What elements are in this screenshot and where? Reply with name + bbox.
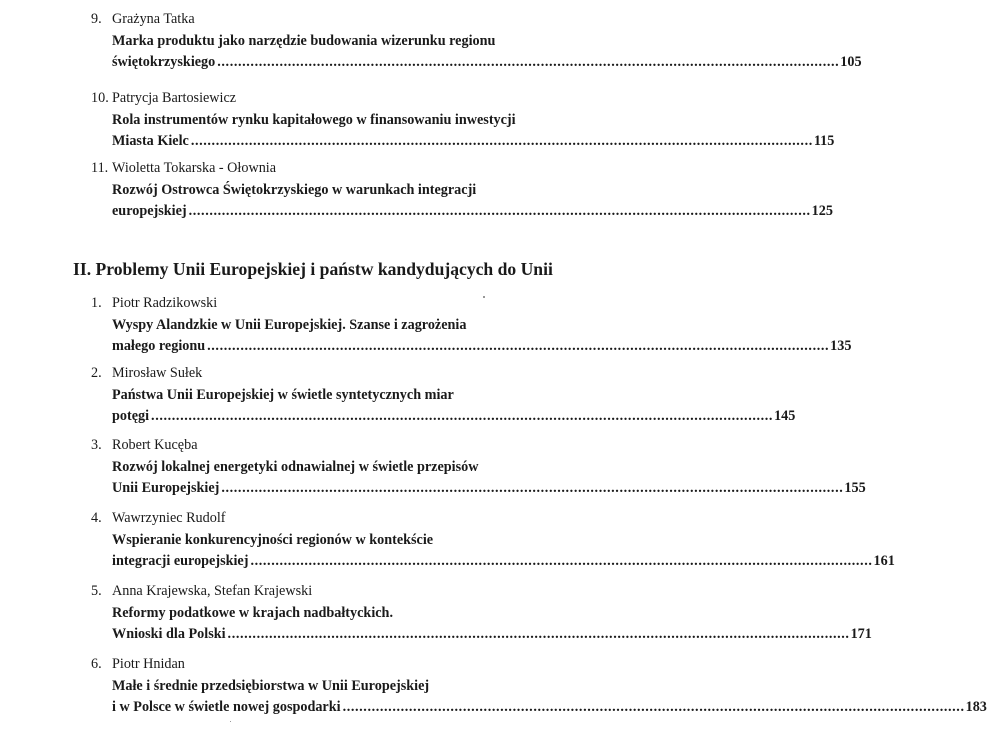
dot-leader: ...................................................................................................................................................... bbox=[190, 133, 813, 149]
entry-page-number: 171 bbox=[850, 626, 872, 642]
toc-entry bbox=[91, 88, 835, 153]
entry-title-continued: i w Polsce w świetle nowej gospodarki bbox=[112, 699, 341, 715]
entry-page-number: 155 bbox=[844, 480, 866, 496]
entry-number: 10. bbox=[91, 90, 109, 106]
entry-author: Piotr Radzikowski bbox=[112, 295, 218, 311]
section-heading: II. Problemy Unii Europejskiej i państw kandydujących do Unii bbox=[73, 259, 553, 279]
entry-page-number: 105 bbox=[840, 54, 862, 70]
scan-speck bbox=[230, 721, 231, 722]
entry-title: Wyspy Alandzkie w Unii Europejskiej. Szanse i zagrożenia bbox=[112, 316, 467, 333]
entry-title-last-line bbox=[91, 52, 862, 74]
entry-author: Wawrzyniec Rudolf bbox=[112, 510, 226, 526]
entry-title-continued: małego regionu bbox=[112, 338, 206, 354]
entry-title-last-line bbox=[91, 201, 833, 223]
entry-title-continued: świętokrzyskiego bbox=[112, 54, 216, 70]
entry-author-line bbox=[91, 581, 553, 603]
dot-leader: ...................................................................................................................................................... bbox=[207, 338, 830, 354]
entry-title-continued: potęgi bbox=[112, 408, 150, 424]
scan-speck bbox=[483, 296, 485, 298]
entry-author: Anna Krajewska, Stefan Krajewski bbox=[112, 583, 313, 599]
entry-title-continued: europejskiej bbox=[112, 203, 187, 219]
entry-title: Rozwój Ostrowca Świętokrzyskiego w warunkach integracji bbox=[112, 181, 477, 198]
entry-author-line bbox=[91, 363, 553, 385]
entry-title: Wspieranie konkurencyjności regionów w kontekście bbox=[112, 531, 434, 548]
entry-title-continued: Unii Europejskiej bbox=[112, 480, 220, 496]
entry-number: 2. bbox=[91, 365, 102, 381]
entry-page-number: 145 bbox=[774, 408, 796, 424]
toc-entry bbox=[91, 654, 987, 719]
entry-author: Mirosław Sułek bbox=[112, 365, 203, 381]
entry-title: Marka produktu jako narzędzie budowania wizerunku regionu bbox=[112, 32, 496, 49]
dot-leader: ...................................................................................................................................................... bbox=[342, 699, 965, 715]
entry-page-number: 135 bbox=[830, 338, 852, 354]
entry-number: 6. bbox=[91, 656, 102, 672]
entry-title: Rozwój lokalnej energetyki odnawialnej w świetle przepisów bbox=[112, 458, 479, 475]
entry-page-number: 115 bbox=[813, 133, 835, 149]
entry-page-number: 161 bbox=[873, 553, 895, 569]
entry-author-line bbox=[91, 654, 553, 676]
entry-title-continued: Wnioski dla Polski bbox=[112, 626, 226, 642]
entry-title-continued: integracji europejskiej bbox=[112, 553, 249, 569]
entry-number: 4. bbox=[91, 510, 102, 526]
entry-title-last-line bbox=[91, 624, 872, 646]
entry-number: 3. bbox=[91, 437, 102, 453]
entry-number: 9. bbox=[91, 11, 102, 27]
entry-author-line bbox=[91, 158, 553, 180]
entry-page-number: 125 bbox=[811, 203, 833, 219]
entry-author-line bbox=[91, 88, 553, 110]
entry-author: Grażyna Tatka bbox=[112, 11, 195, 27]
entry-title: Reformy podatkowe w krajach nadbałtyckich. bbox=[112, 604, 393, 621]
entry-number: 5. bbox=[91, 583, 102, 599]
entry-author: Wioletta Tokarska - Ołownia bbox=[112, 160, 277, 176]
dot-leader: ...................................................................................................................................................... bbox=[221, 480, 844, 496]
entry-page-number: 183 bbox=[965, 699, 987, 715]
entry-author: Piotr Hnidan bbox=[112, 656, 185, 672]
entry-author-line bbox=[91, 435, 553, 457]
dot-leader: ...................................................................................................................................................... bbox=[151, 408, 774, 424]
toc-entry bbox=[91, 581, 872, 646]
entry-title-last-line bbox=[91, 551, 895, 573]
dot-leader: ...................................................................................................................................................... bbox=[250, 553, 873, 569]
toc-entry bbox=[91, 363, 796, 428]
entry-author: Patrycja Bartosiewicz bbox=[112, 90, 237, 106]
entry-author-line bbox=[91, 508, 553, 530]
dot-leader: ...................................................................................................................................................... bbox=[227, 626, 850, 642]
entry-title: Małe i średnie przedsiębiorstwa w Unii Europejskiej bbox=[112, 677, 430, 694]
toc-entry bbox=[91, 158, 833, 223]
entry-title-continued: Miasta Kielc bbox=[112, 133, 189, 149]
entry-title-last-line bbox=[91, 478, 866, 500]
entry-number: 11. bbox=[91, 160, 109, 176]
entry-author: Robert Kucęba bbox=[112, 437, 198, 453]
entry-author-line bbox=[91, 9, 553, 31]
toc-entry bbox=[91, 508, 895, 573]
toc-entry bbox=[91, 293, 852, 358]
entry-number: 1. bbox=[91, 295, 102, 311]
entry-title-last-line bbox=[91, 697, 987, 719]
entry-title-last-line bbox=[91, 406, 796, 428]
entry-title: Rola instrumentów rynku kapitałowego w finansowaniu inwestycji bbox=[112, 111, 516, 128]
toc-entry bbox=[91, 9, 862, 74]
toc-entry bbox=[91, 435, 866, 500]
entry-title: Państwa Unii Europejskiej w świetle syntetycznych miar bbox=[112, 386, 454, 403]
entry-title-last-line bbox=[91, 131, 835, 153]
entry-title-last-line bbox=[91, 336, 852, 358]
dot-leader: ...................................................................................................................................................... bbox=[188, 203, 811, 219]
dot-leader: ...................................................................................................................................................... bbox=[217, 54, 840, 70]
